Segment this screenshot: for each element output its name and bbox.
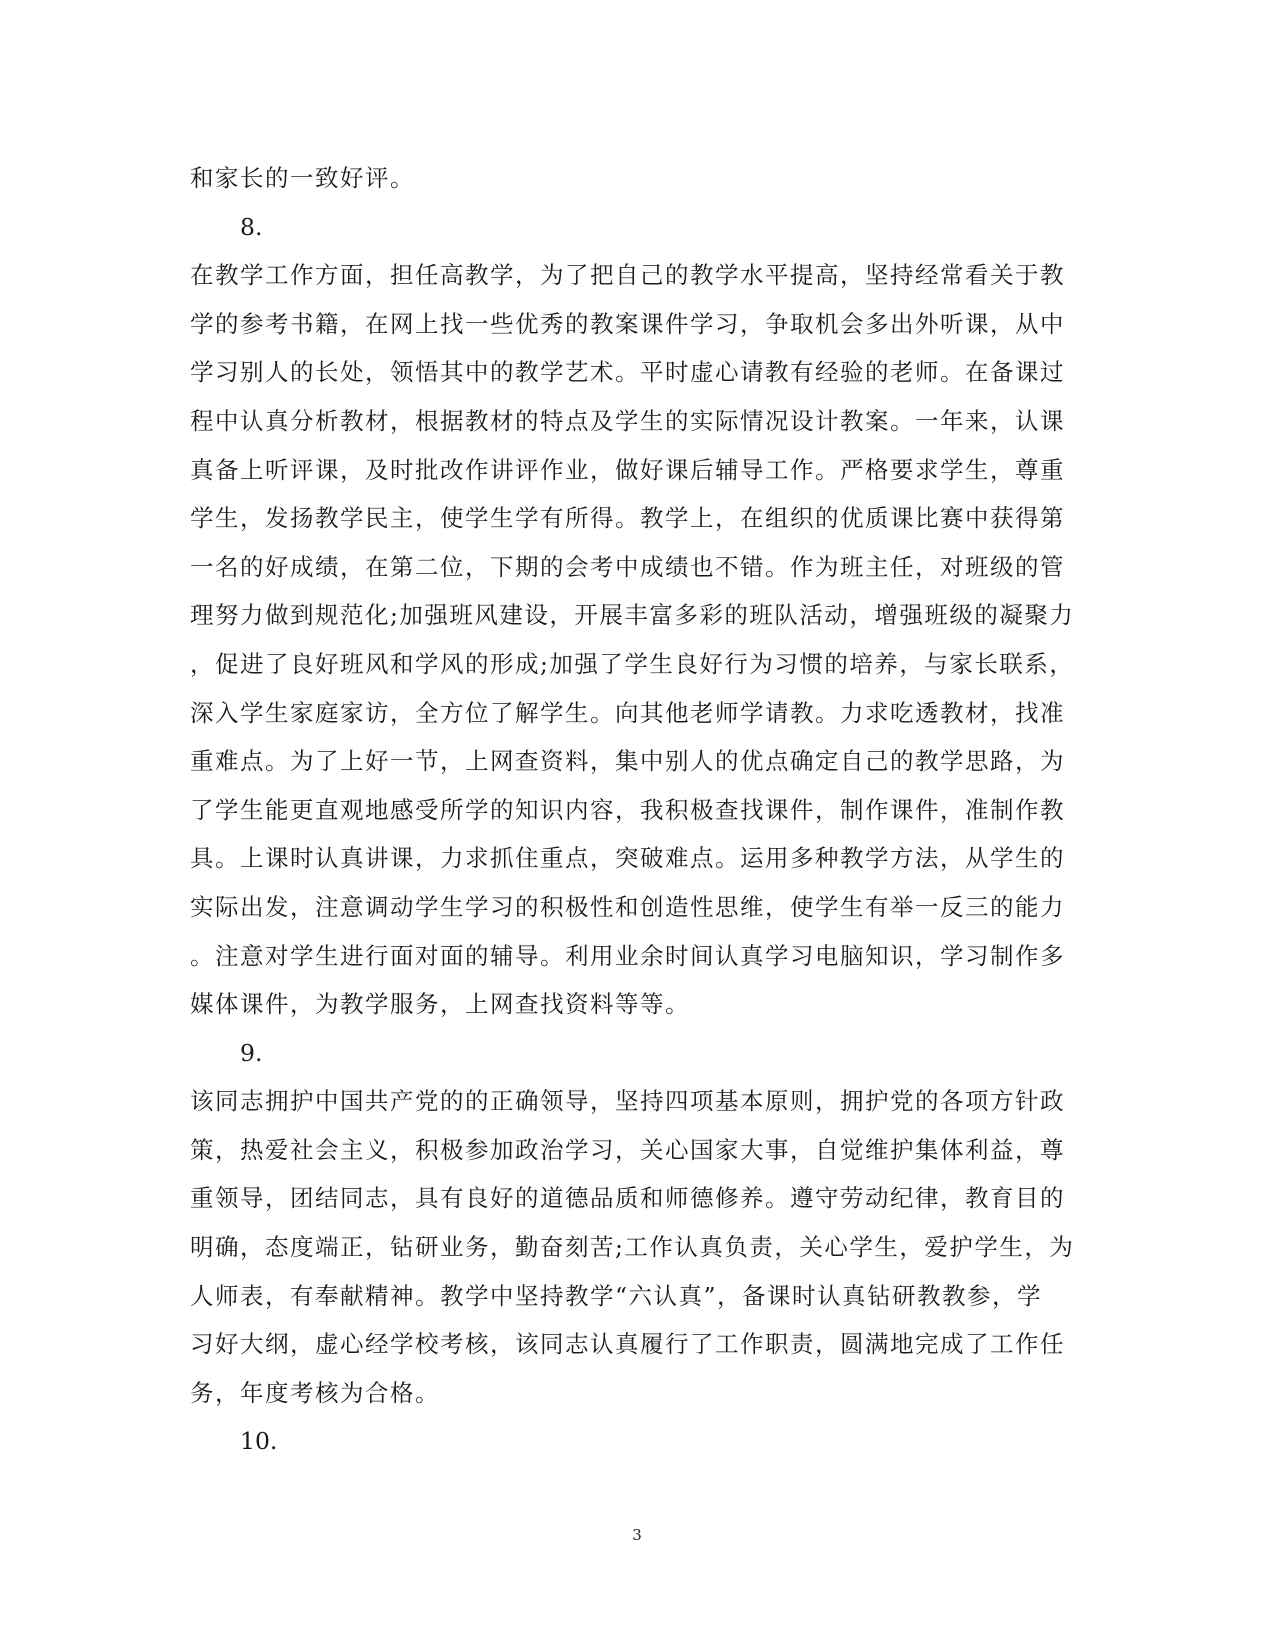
text-line: ，促进了良好班风和学风的形成;加强了学生良好行为习惯的培养，与家长联系， [190, 649, 1075, 678]
text-line: 明确，态度端正，钻研业务，勤奋刻苦;工作认真负责，关心学生，爱护学生，为 [190, 1233, 1075, 1262]
page-number: 3 [632, 1526, 642, 1544]
section-number-8: 8. [240, 212, 263, 241]
text-line: 习好大纲，虚心经学校考核，该同志认真履行了工作职责，圆满地完成了工作任 [190, 1330, 1065, 1359]
text-line: 理努力做到规范化;加强班风建设，开展丰富多彩的班队活动，增强班级的凝聚力 [190, 601, 1075, 630]
text-line: 在教学工作方面，担任高教学，为了把自己的教学水平提高，坚持经常看关于教 [190, 261, 1065, 290]
text-line: 。注意对学生进行面对面的辅导。利用业余时间认真学习电脑知识，学习制作多 [190, 941, 1065, 970]
text-line: 深入学生家庭家访，全方位了解学生。向其他老师学请教。力求吃透教材，找准 [190, 698, 1065, 727]
section-number-9: 9. [240, 1038, 263, 1067]
text-line: 学的参考书籍，在网上找一些优秀的教案课件学习，争取机会多出外听课，从中 [190, 309, 1065, 338]
text-line: 务，年度考核为合格。 [190, 1378, 440, 1407]
text-line: 策，热爱社会主义，积极参加政治学习，关心国家大事，自觉维护集体利益，尊 [190, 1135, 1065, 1164]
text-line: 媒体课件，为教学服务，上网查找资料等等。 [190, 990, 690, 1019]
section-number-10: 10. [240, 1427, 278, 1456]
text-line: 学习别人的长处，领悟其中的教学艺术。平时虚心请教有经验的老师。在备课过 [190, 358, 1065, 387]
text-line: 和家长的一致好评。 [190, 164, 415, 192]
text-line: 了学生能更直观地感受所学的知识内容，我积极查找课件，制作课件，准制作教 [190, 795, 1065, 824]
text-line: 具。上课时认真讲课，力求抓住重点，突破难点。运用多种教学方法，从学生的 [190, 844, 1065, 873]
text-line: 重难点。为了上好一节，上网查资料，集中别人的优点确定自己的教学思路，为 [190, 747, 1065, 776]
text-line: 实际出发，注意调动学生学习的积极性和创造性思维，使学生有举一反三的能力 [190, 892, 1065, 921]
text-line: 真备上听评课，及时批改作讲评作业，做好课后辅导工作。严格要求学生，尊重 [190, 455, 1065, 484]
text-line: 学生，发扬教学民主，使学生学有所得。教学上，在组织的优质课比赛中获得第 [190, 504, 1065, 533]
document-body [190, 154, 1090, 1466]
text-line: 一名的好成绩，在第二位，下期的会考中成绩也不错。作为班主任，对班级的管 [190, 552, 1065, 581]
text-line: 重领导，团结同志，具有良好的道德品质和师德修养。遵守劳动纪律，教育目的 [190, 1184, 1065, 1213]
text-line: 程中认真分析教材，根据教材的特点及学生的实际情况设计教案。一年来，认课 [190, 406, 1065, 435]
text-line: 该同志拥护中国共产党的的正确领导，坚持四项基本原则，拥护党的各项方针政 [190, 1087, 1065, 1116]
text-line: 人师表，有奉献精神。教学中坚持教学“六认真”，备课时认真钻研教教参，学 [190, 1281, 1043, 1310]
